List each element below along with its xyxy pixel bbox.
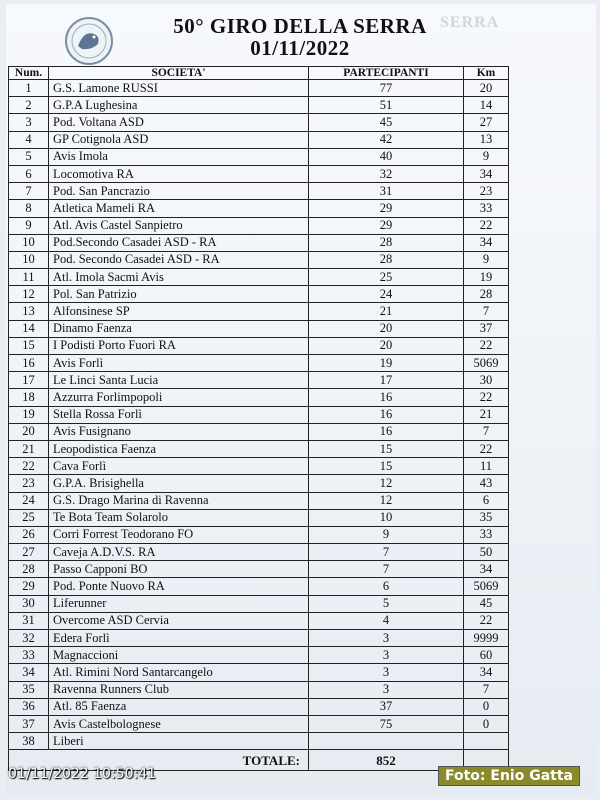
row-societa: Atl. Avis Castel Sanpietro [49,217,309,234]
row-societa: Atletica Mameli RA [49,200,309,217]
column-header-km: Km [464,67,509,80]
row-number: 3 [9,114,49,131]
empty-margin [509,492,589,509]
row-societa: Atl. Rimini Nord Santarcangelo [49,664,309,681]
row-km: 9 [464,148,509,165]
row-partecipanti: 16 [309,423,464,440]
row-societa: Pod. Secondo Casadei ASD - RA [49,251,309,268]
row-partecipanti: 16 [309,406,464,423]
row-societa: Pod. Voltana ASD [49,114,309,131]
row-partecipanti: 32 [309,165,464,182]
row-societa: Avis Imola [49,148,309,165]
row-societa: Liferunner [49,595,309,612]
row-partecipanti: 28 [309,251,464,268]
row-societa: Leopodistica Faenza [49,440,309,457]
empty-margin [509,303,589,320]
column-header-partecipanti: PARTECIPANTI [309,67,464,80]
table-row [9,303,589,320]
row-km: 11 [464,458,509,475]
row-number: 23 [9,475,49,492]
row-partecipanti [309,733,464,750]
row-number: 27 [9,544,49,561]
row-societa: Alfonsinese SP [49,303,309,320]
empty-margin [509,664,589,681]
row-partecipanti: 5 [309,595,464,612]
table-row [9,630,589,647]
table-row [9,698,589,715]
table-row [9,389,589,406]
row-number: 31 [9,612,49,629]
empty-margin [509,475,589,492]
table-row [9,286,589,303]
row-partecipanti: 3 [309,630,464,647]
faded-header-text: SERRA [440,14,500,31]
row-km: 34 [464,664,509,681]
row-number: 10 [9,234,49,251]
empty-margin [509,200,589,217]
row-km: 22 [464,612,509,629]
row-number: 32 [9,630,49,647]
table-row [9,647,589,664]
empty-margin [509,544,589,561]
row-partecipanti: 20 [309,337,464,354]
empty-margin [509,681,589,698]
row-partecipanti: 42 [309,131,464,148]
table-row [9,234,589,251]
table-row [9,475,589,492]
table-row [9,440,589,457]
row-number: 7 [9,183,49,200]
row-km: 9 [464,251,509,268]
table-row [9,509,589,526]
row-number: 13 [9,303,49,320]
table-row [9,148,589,165]
row-societa: Liberi [49,733,309,750]
table-row [9,715,589,732]
row-number: 33 [9,647,49,664]
table-row [9,320,589,337]
table-row [9,251,589,268]
row-societa: G.P.A. Brisighella [49,475,309,492]
row-km: 14 [464,97,509,114]
table-row [9,355,589,372]
row-km: 22 [464,337,509,354]
table-row [9,733,589,750]
empty-margin [509,406,589,423]
empty-margin [509,80,589,97]
empty-margin [509,114,589,131]
table-row [9,612,589,629]
row-partecipanti: 3 [309,647,464,664]
empty-margin [509,217,589,234]
row-societa: Azzurra Forlimpopoli [49,389,309,406]
table-row [9,526,589,543]
table-row [9,681,589,698]
row-societa: Edera Forlì [49,630,309,647]
empty-margin [509,372,589,389]
row-societa: Pod.Secondo Casadei ASD - RA [49,234,309,251]
row-km: 7 [464,681,509,698]
row-number: 18 [9,389,49,406]
row-km: 6 [464,492,509,509]
row-km: 27 [464,114,509,131]
row-km: 5069 [464,578,509,595]
row-societa: G.S. Drago Marina di Ravenna [49,492,309,509]
row-partecipanti: 29 [309,217,464,234]
row-number: 25 [9,509,49,526]
row-number: 8 [9,200,49,217]
row-partecipanti: 9 [309,526,464,543]
row-partecipanti: 40 [309,148,464,165]
row-partecipanti: 6 [309,578,464,595]
row-partecipanti: 21 [309,303,464,320]
row-number: 20 [9,423,49,440]
row-number: 12 [9,286,49,303]
row-partecipanti: 3 [309,664,464,681]
row-km: 23 [464,183,509,200]
participants-table [8,66,589,771]
row-societa: Corri Forrest Teodorano FO [49,526,309,543]
row-km: 60 [464,647,509,664]
row-km: 5069 [464,355,509,372]
row-societa: G.S. Lamone RUSSI [49,80,309,97]
row-partecipanti: 75 [309,715,464,732]
table-row [9,165,589,182]
row-km: 22 [464,217,509,234]
row-partecipanti: 3 [309,681,464,698]
row-societa: Atl. Imola Sacmi Avis [49,269,309,286]
total-value: 852 [309,750,464,771]
row-km: 21 [464,406,509,423]
empty-margin [509,97,589,114]
row-number: 34 [9,664,49,681]
row-number: 10 [9,251,49,268]
row-number: 28 [9,561,49,578]
row-partecipanti: 29 [309,200,464,217]
row-partecipanti: 17 [309,372,464,389]
table-row [9,80,589,97]
row-partecipanti: 25 [309,269,464,286]
row-societa: Atl. 85 Faenza [49,698,309,715]
empty-margin [509,320,589,337]
row-km: 34 [464,165,509,182]
empty-margin [509,286,589,303]
page-title: 50° GIRO DELLA SERRA [173,14,427,38]
row-km: 37 [464,320,509,337]
row-partecipanti: 12 [309,475,464,492]
empty-margin [509,337,589,354]
row-societa: Dinamo Faenza [49,320,309,337]
empty-margin [509,715,589,732]
row-partecipanti: 31 [309,183,464,200]
row-number: 36 [9,698,49,715]
row-km: 7 [464,303,509,320]
empty-margin [509,423,589,440]
column-header-num: Num. [9,67,49,80]
row-number: 2 [9,97,49,114]
row-km: 9999 [464,630,509,647]
table-row [9,183,589,200]
row-km: 0 [464,715,509,732]
table-row [9,372,589,389]
empty-margin [509,698,589,715]
row-societa: I Podisti Porto Fuori RA [49,337,309,354]
row-km: 43 [464,475,509,492]
table-row [9,492,589,509]
table-row [9,269,589,286]
row-km: 33 [464,526,509,543]
empty-margin [509,269,589,286]
row-number: 38 [9,733,49,750]
row-societa: Overcome ASD Cervia [49,612,309,629]
row-number: 19 [9,406,49,423]
row-partecipanti: 37 [309,698,464,715]
table-row [9,458,589,475]
table-body [9,80,589,750]
row-number: 26 [9,526,49,543]
empty-margin [509,251,589,268]
empty-margin [509,647,589,664]
table-row [9,664,589,681]
row-km: 34 [464,561,509,578]
row-partecipanti: 7 [309,544,464,561]
row-number: 29 [9,578,49,595]
row-societa: G.P.A Lughesina [49,97,309,114]
row-number: 15 [9,337,49,354]
row-number: 22 [9,458,49,475]
table-row [9,578,589,595]
row-km: 13 [464,131,509,148]
photo-credit: Foto: Enio Gatta [438,766,580,786]
row-number: 5 [9,148,49,165]
table-row [9,423,589,440]
row-partecipanti: 24 [309,286,464,303]
empty-margin [509,595,589,612]
row-partecipanti: 15 [309,458,464,475]
empty-margin [509,389,589,406]
row-societa: Te Bota Team Solarolo [49,509,309,526]
row-societa: Ravenna Runners Club [49,681,309,698]
row-societa: GP Cotignola ASD [49,131,309,148]
row-km: 22 [464,440,509,457]
empty-margin [509,355,589,372]
empty-margin [509,612,589,629]
row-number: 14 [9,320,49,337]
row-partecipanti: 7 [309,561,464,578]
row-societa: Caveja A.D.V.S. RA [49,544,309,561]
row-partecipanti: 51 [309,97,464,114]
row-partecipanti: 10 [309,509,464,526]
event-date: 01/11/2022 [250,36,350,60]
row-number: 4 [9,131,49,148]
row-partecipanti: 20 [309,320,464,337]
row-number: 35 [9,681,49,698]
empty-margin [509,509,589,526]
row-number: 1 [9,80,49,97]
row-number: 16 [9,355,49,372]
row-partecipanti: 12 [309,492,464,509]
column-header-societa: SOCIETA' [49,67,309,80]
empty-margin [509,561,589,578]
empty-margin [509,148,589,165]
empty-margin [509,630,589,647]
empty-margin [509,578,589,595]
table-row [9,561,589,578]
row-number: 30 [9,595,49,612]
row-number: 24 [9,492,49,509]
row-km: 20 [464,80,509,97]
row-km: 0 [464,698,509,715]
row-societa: Le Linci Santa Lucia [49,372,309,389]
row-societa: Avis Castelbolognese [49,715,309,732]
row-number: 9 [9,217,49,234]
table-row [9,97,589,114]
row-number: 21 [9,440,49,457]
empty-margin [509,131,589,148]
empty-margin [509,458,589,475]
row-km: 30 [464,372,509,389]
row-societa: Locomotiva RA [49,165,309,182]
row-societa: Cava Forlì [49,458,309,475]
row-km: 22 [464,389,509,406]
row-km: 45 [464,595,509,612]
empty-margin [509,440,589,457]
table-row [9,131,589,148]
row-societa: Magnaccioni [49,647,309,664]
table-row [9,337,589,354]
row-partecipanti: 77 [309,80,464,97]
table-row [9,544,589,561]
table-row [9,595,589,612]
table-row [9,217,589,234]
row-partecipanti: 45 [309,114,464,131]
row-partecipanti: 28 [309,234,464,251]
row-km: 50 [464,544,509,561]
table-row [9,406,589,423]
row-partecipanti: 19 [309,355,464,372]
empty-margin [509,526,589,543]
row-societa: Stella Rossa Forlì [49,406,309,423]
row-km: 28 [464,286,509,303]
row-km: 34 [464,234,509,251]
empty-margin [509,67,589,80]
row-societa: Pol. San Patrizio [49,286,309,303]
row-societa: Avis Fusignano [49,423,309,440]
row-number: 11 [9,269,49,286]
total-label: TOTALE: [9,750,309,771]
row-societa: Passo Capponi BO [49,561,309,578]
row-number: 17 [9,372,49,389]
empty-margin [509,733,589,750]
row-partecipanti: 16 [309,389,464,406]
row-km: 33 [464,200,509,217]
empty-margin [509,183,589,200]
row-km: 35 [464,509,509,526]
row-societa: Pod. San Pancrazio [49,183,309,200]
row-number: 37 [9,715,49,732]
row-km: 19 [464,269,509,286]
row-partecipanti: 4 [309,612,464,629]
row-number: 6 [9,165,49,182]
row-societa: Pod. Ponte Nuovo RA [49,578,309,595]
empty-margin [509,165,589,182]
table-header-row [9,67,589,80]
row-partecipanti: 15 [309,440,464,457]
row-km: 7 [464,423,509,440]
row-km [464,733,509,750]
row-societa: Avis Forlì [49,355,309,372]
table-row [9,200,589,217]
empty-margin [509,234,589,251]
table-row [9,114,589,131]
photo-timestamp: 01/11/2022 10:50:41 [8,766,157,782]
